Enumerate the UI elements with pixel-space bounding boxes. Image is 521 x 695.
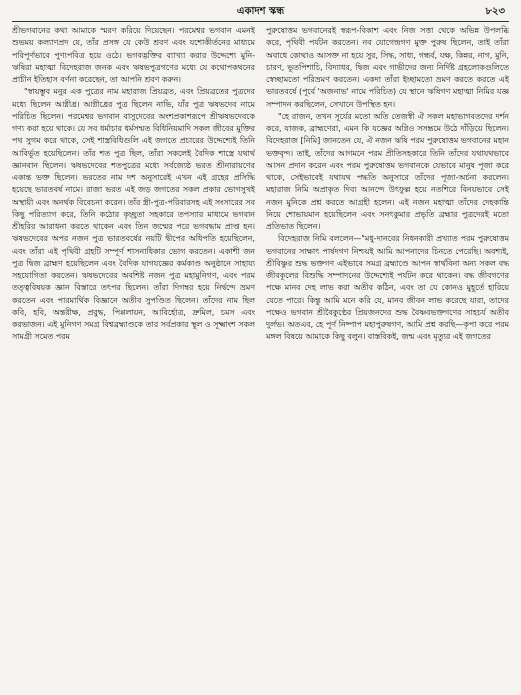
page-header	[0, 5, 521, 19]
paragraph: পুরুষোত্তম ভগবানেরই স্বরূপ-বিকাশ এবং নিজ সত্তা থেকে অভিন্ন উপলব্ধি করে, পৃথিবী পর্যটন করতেন। নব যোগেন্দ্রগণ মুক্ত পুরুষ ছিলেন, তাই তাঁরা অবাধে কোথাও আসক্ত না হয়ে সুর, সিদ্ধ, সাধ্য, গন্ধর্ব, যক্ষ, কিন্নর, নাগ, মুনি, চারণ, ভূতপিশাচি, বিদ্যাধর, দ্বিজ এবং গাভীদের জন্য নির্দিষ্ট গ্রহলোকগুলিতে স্বেচ্ছামতো পরিভ্রমণ করতেন। একদা তাঁরা ইচ্ছামতো ভ্রমণ করতে করতে এই ভারতবর্ষে (পূর্বে 'অজনাভ' নামে পরিচিত) যে স্থানে ঋষিগণ মহাত্মা নিমির যজ্ঞ সম্পাদন করছিলেন, সেখানে উপস্থিত হন।	[266, 26, 509, 109]
right-column	[266, 25, 509, 690]
paragraph: বিদেহরাজ নিমি বললেন—"মধু-দানবের নিধনকারী প্রখ্যাত পরম পুরুষোত্তম ভগবানের সাক্ষাৎ পার্ষদগণ নিশ্চয়ই আমি আপনাদের চিনতে পেরেছি। অবশ্যই, শ্রীবিষ্ণুর শুদ্ধ ভক্তগণ এইভাবে সমগ্র ব্রহ্মাণ্ডে আপন স্বার্থবিনা অন্য সকল বদ্ধ জীবকূলের বিশুদ্ধি সম্পাদনের উদ্দেশ্যেই পর্যটন করে থাকেন। বদ্ধ জীবগণের পক্ষে মানব দেহ লাভ করা অতীব কঠিন, এবং তা যে কোনও মুহূর্তে হারিয়ে যেতে পারে। কিন্তু আমি মনে করি যে, মানব জীবন লাভ করেছে যারা, তাদের পক্ষেও ভগবান শ্রীবৈকুণ্ঠের প্রিয়জনদের শুদ্ধ বৈষ্ণবভক্তগণের সাহচর্য অতীব দুর্লভ। অতএব, হে পূর্ণ নিষ্পাপ মহাপুরুষগণ, আমি প্রশ্ন করছি—কৃপা করে পরম মঙ্গল বিষয়ে আমাকে কিছু বলুন। বাস্তবিকই, জন্ম এবং মৃত্যুর এই জগতের	[266, 234, 509, 342]
paragraph: "হে রাজন, তখন সূর্যের মতো অতি তেজস্বী ঐ সকল মহাভাগবতদের দর্শন করে, যাজক, ব্রাহ্মণেরা, এমন কি যজ্ঞের অগ্নিও সসম্ভ্রমে উঠে দাঁড়িয়ে ছিলেন। বিদেহরাজ [নিমি] জানতেন যে, ঐ নজন ঋষি পরম পুরুষোত্তম ভগবানের মহান ভক্তবৃন্দ। তাই, তাঁদের আগমনে পরম প্রীতিসহকারে তিনি তাঁদের যথাযথভাবে আসন প্রদান করেন এবং পরম পুরুষোত্তম ভগবানকে যেভাবে মানুষ পূজা করে থাকে, সেইভাবেই যথাযথ পদ্ধতি অনুসারে তাঁদের পূজা-অর্চনা করলেন। মহারাজ নিমি অপ্রাকৃত দিব্য আনন্দে উৎফুল্ল হয়ে নতশিরে বিনয়ভাবে সেই নজন মুনিকে প্রশ্ন করতে আগ্রহী হলেন। এই নজন মহাত্মা তাঁদের দেহকান্তি নিয়ে শোভায়মান হয়েছিলেন এবং সনৎকুমার প্রভৃতি ব্রহ্মার পুত্রদেরই মতো প্রতিভাত ছিলেন।	[266, 111, 509, 231]
page-number: ৮২৩	[485, 6, 505, 17]
running-header-title: একাদশ স্কন্ধ	[236, 6, 285, 17]
paragraph: "স্বায়ম্ভুব মনুর এক পুত্রের নাম মহারাজ প্রিয়ব্রত, এবং প্রিয়ব্রতের পুত্রদের মধ্যে ছিলেন আগ্নীধ্র। আগ্নীধ্রের পুত্র ছিলেন নাভি, যাঁর পুত্র ঋষভদেব নামে পরিচিত ছিলেন। পরমেশ্বর ভগবান বাসুদেবের অংশপ্রকাশরূপে শ্রীঋষভদেবকে গণ্য করা হয়ে থাকে। যে সব ধর্মাচার ধর্মসম্মত বিধিনিয়মাদি সকল জীবের মুক্তির পথ সুগম করে থাকে, সেই শাস্ত্রবিধিগুলি এই জগতে প্রচারের উদ্দেশ্যেই তিনি আবির্ভূত হয়েছিলেন। তাঁর শত পুত্র ছিল, তাঁরা সকলেই বৈদিক শাস্ত্রে যথার্থ জ্ঞানবান ছিলেন। ঋষভদেবের শতপুত্রের মধ্যে সর্বজ্যেষ্ঠ ভরত শ্রীনারায়ণের একান্ত ভক্ত ছিলেন। ভরতের নাম দশ অনুসারেই এখন এই গ্রহের প্রসিদ্ধি হয়েছে ভারতবর্ষ নামে। রাজা ভরত এই জড় জগতের সকল প্রকার ভোগসুখই অস্থায়ী এবং অনর্থক বিবেচনা করেন। তাঁর স্ত্রী-পুত্র-পরিবারসহ এই সংসারের সব কিছু পরিত্যাগ করে, তিনি কঠোর কৃচ্ছ্রতা সহকারে তপস্যার মাধ্যমে ভগবান শ্রীহরির আরাধনা করতে থাকেন এবং তিন জন্মের পরে ভগবদ্ধাম প্রাপ্ত হন। ঋষভদেবের অপর নজন পুত্র ভারতবর্ষের নয়টি দ্বীপের অধিপতি হয়েছিলেন, এবং তাঁরা এই পৃথিবী গ্রহটি সম্পূর্ণ শাসনাধিকার ভোগ করতেন। একাশী জন পুত্র দ্বিজ ব্রাহ্মণ হয়েছিলেন এবং বৈদিক যাগযজ্ঞের কর্মকাণ্ড অনুষ্ঠানে সাহায্য সহযোগিতা করতেন। ঋষভদেবের অবশিষ্ট নজন পুত্র মহামুনিগণ, এবং পরম তত্ত্ববিষয়ক জ্ঞান বিস্তারে তৎপর ছিলেন। তাঁরা দিগম্বর হয়ে নির্দ্বন্দে ভ্রমণ করতেন এবং পারমার্থিক বিজ্ঞানে অতীব সুপণ্ডিত ছিলেন। তাঁদের নাম ছিল কবি, হবি, অন্তরীক্ষ, প্রবুদ্ধ, পিপ্পলায়ন, আবির্হোত্র, দ্রুমিল, চমস এবং করভাজন। এই মুনিগণ সমগ্র বিশ্বব্রহ্মাণ্ডকে তার সর্বপ্রকার স্থূল ও সূক্ষ্মাংশ সকল সামগ্রী সমেত পরম	[12, 87, 255, 342]
paragraph: শ্রীভগবানের কথা আমাকে স্মরণ করিয়ে দিয়েছেন। পরমেশ্বর ভগবান এমনই শুভময় কল্যাণপ্রদ যে, তাঁর প্রসঙ্গ যে কেউ শ্রবণ এবং যশোকীর্তনের মাধ্যমে পরিপূর্ণভাবে পুণ্যপবিত্র হয়ে ওঠে। ভগবদ্ভক্তির ব্যাখ্যা করার উদ্দেশ্যে মুনি-ঋষিরা মহাত্মা বিদেহরাজ জনক এবং ঋষভপুত্রগণের মধ্যে যে কথোপকথনের প্রাচীন ইতিহাস বর্ণনা করেছেন, তা আপনি শ্রবণ করুন।	[12, 26, 255, 84]
text-columns	[12, 25, 509, 690]
header-rule	[12, 21, 509, 22]
left-column	[12, 25, 255, 690]
